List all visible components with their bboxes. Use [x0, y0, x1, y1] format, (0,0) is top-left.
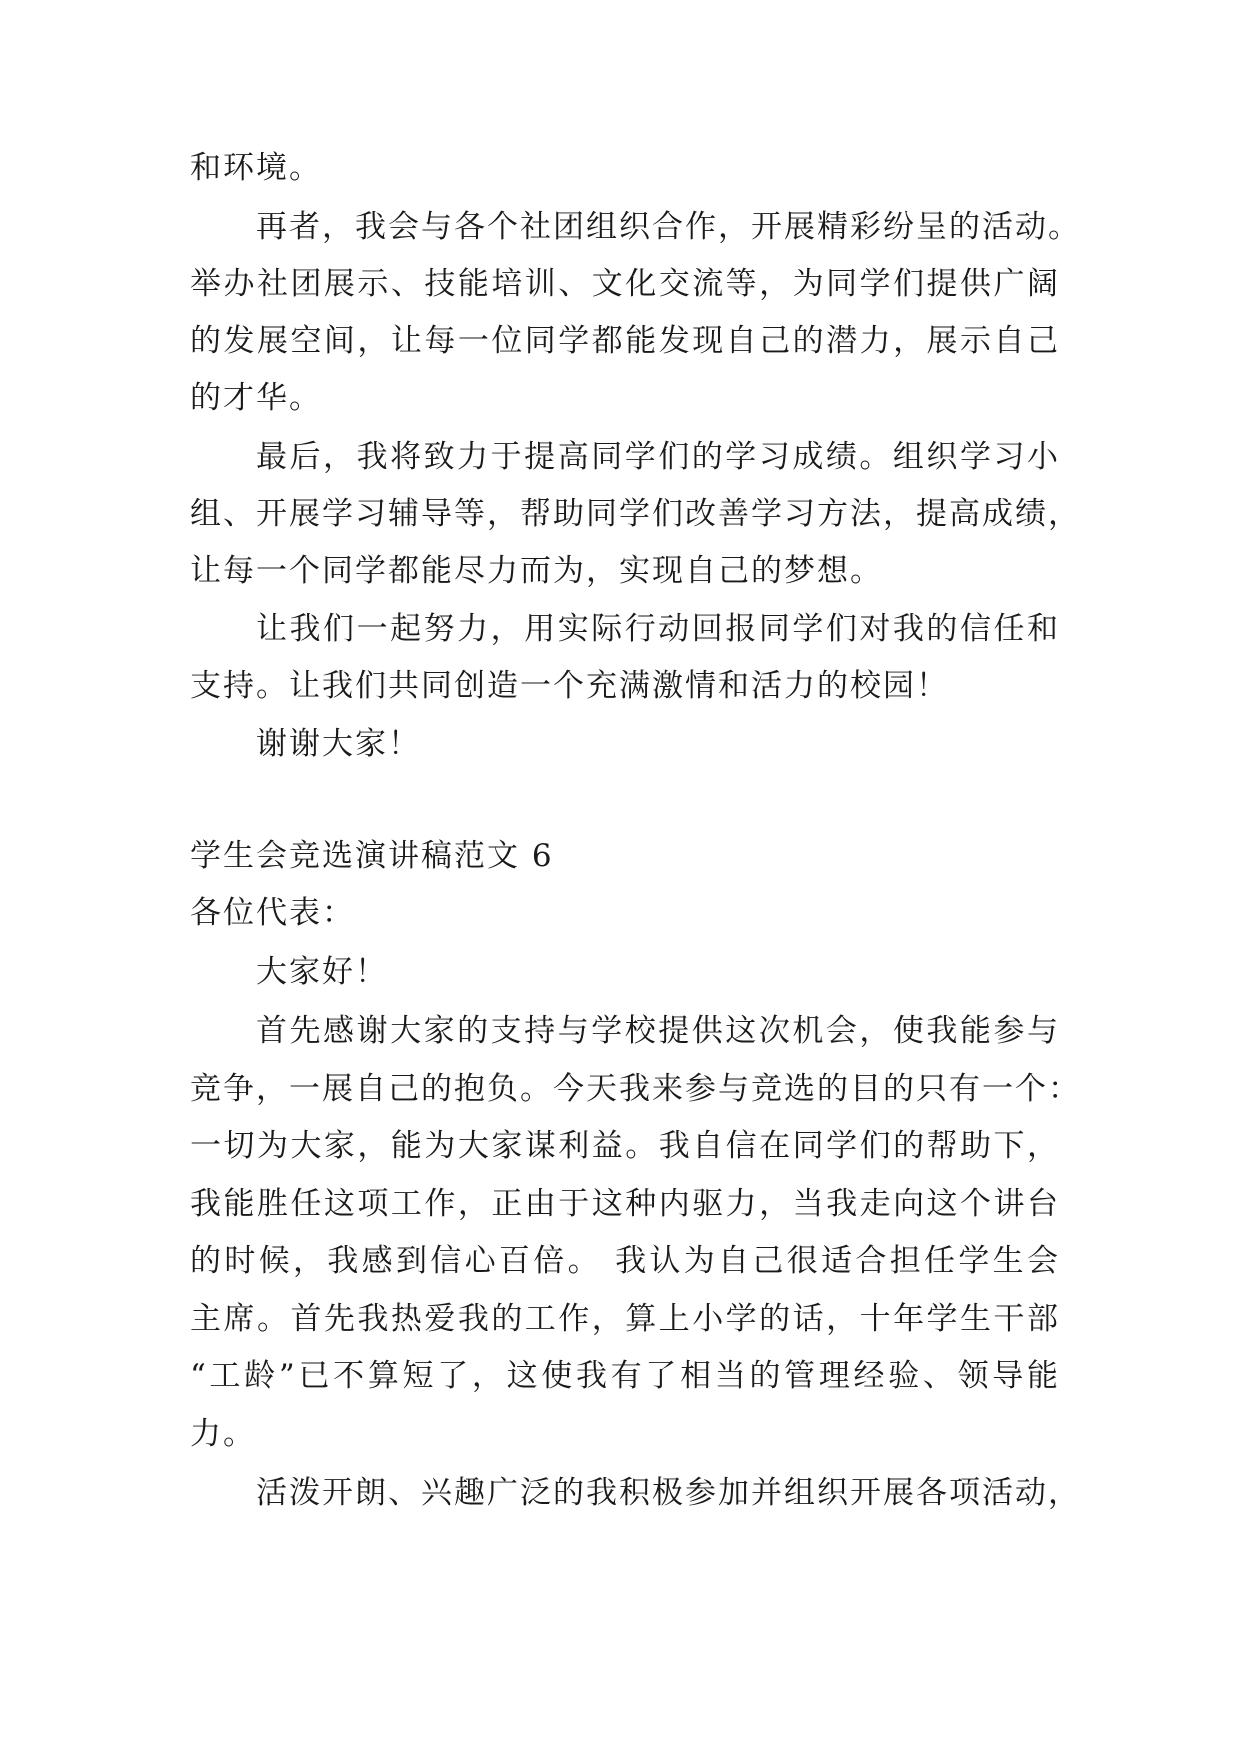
- text-line: 主席。首先我热爱我的工作，算上小学的话，十年学生干部: [190, 1301, 1060, 1337]
- text-line: 和环境。: [190, 150, 322, 186]
- text-line: 举办社团展示、技能培训、文化交流等，为同学们提供广阔: [190, 266, 1060, 302]
- text-line: 支持。让我们共同创造一个充满激情和活力的校园！: [190, 668, 949, 704]
- paragraph-start-line: 首先感谢大家的支持与学校提供这次机会，使我能参与: [256, 1013, 1060, 1049]
- paragraph-start-line: 活泼开朗、兴趣广泛的我积极参加并组织开展各项活动，: [256, 1475, 1081, 1511]
- paragraph-start-line: 再者，我会与各个社团组织合作，开展精彩纷呈的活动。: [256, 209, 1081, 245]
- text-line: 力。: [190, 1416, 256, 1452]
- text-line: 竞争，一展自己的抱负。今天我来参与竞选的目的只有一个：: [190, 1071, 1081, 1107]
- text-line: “工龄”已不算短了，这使我有了相当的管理经验、领导能: [190, 1358, 1060, 1394]
- salutation: 各位代表：: [190, 895, 355, 931]
- text-line: 我能胜任这项工作，正由于这种内驱力，当我走向这个讲台: [190, 1186, 1060, 1222]
- text-line: 一切为大家，能为大家谋利益。我自信在同学们的帮助下，: [190, 1128, 1060, 1164]
- paragraph-start-line: 让我们一起努力，用实际行动回报同学们对我的信任和: [256, 611, 1060, 647]
- text-line: 的发展空间，让每一位同学都能发现自己的潜力，展示自己: [190, 323, 1060, 359]
- text-line: 组、开展学习辅导等，帮助同学们改善学习方法，提高成绩，: [190, 496, 1081, 532]
- closing-line: 谢谢大家！: [256, 726, 421, 762]
- text-line: 让每一个同学都能尽力而为，实现自己的梦想。: [190, 553, 883, 589]
- text-line: 的时候，我感到信心百倍。 我认为自己很适合担任学生会: [190, 1243, 1060, 1279]
- greeting: 大家好！: [256, 954, 388, 990]
- paragraph-start-line: 最后，我将致力于提高同学们的学习成绩。组织学习小: [256, 439, 1060, 475]
- section-title: 学生会竞选演讲稿范文 6: [190, 838, 554, 874]
- text-line: 的才华。: [190, 380, 322, 416]
